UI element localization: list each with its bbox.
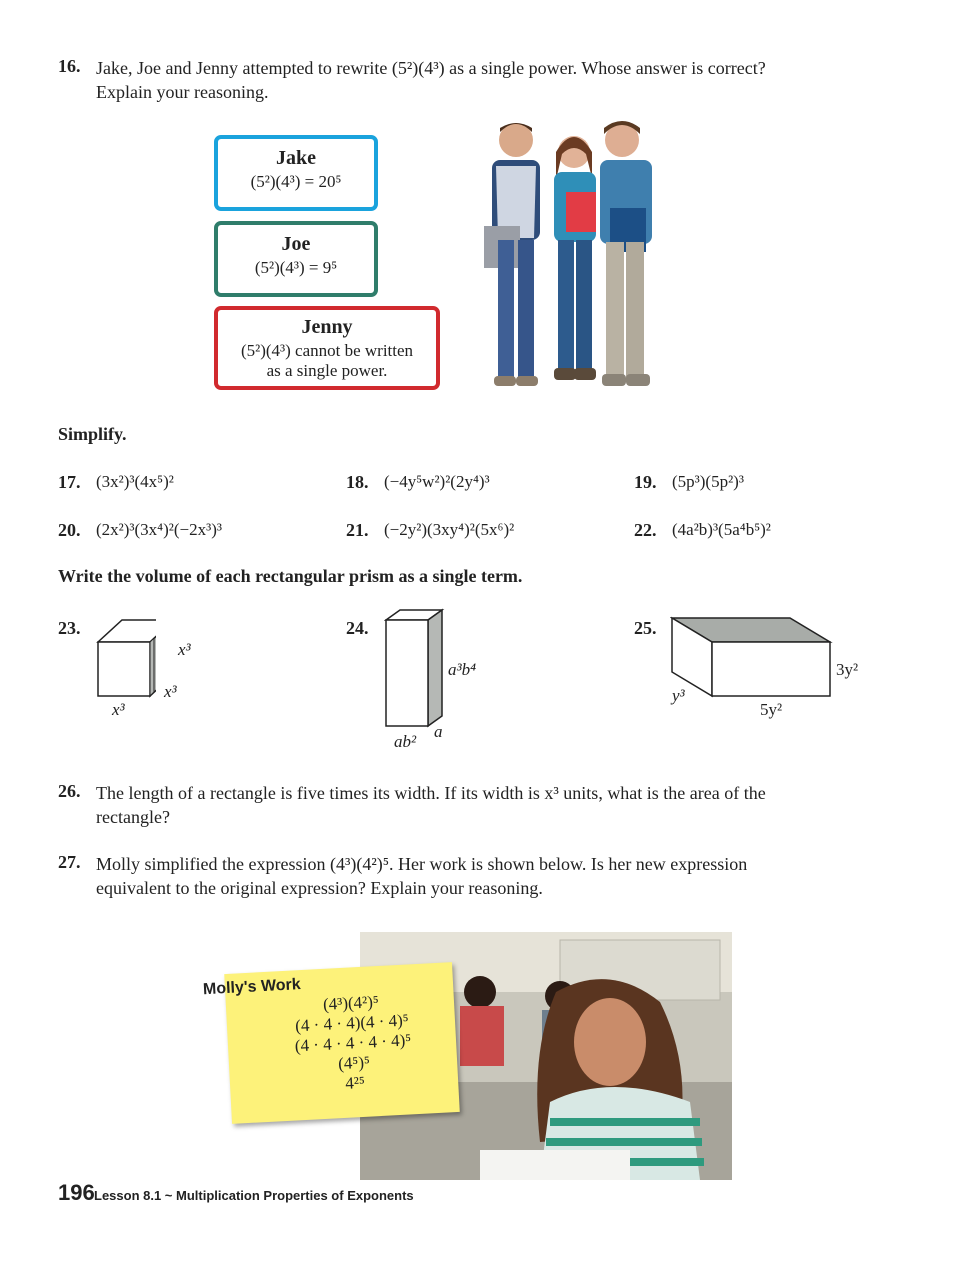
tall-prism-24 <box>384 608 446 730</box>
question-26-number: 26. <box>58 781 81 801</box>
joe-name: Joe <box>281 233 311 255</box>
prism-23-width-label: x³ <box>112 700 125 719</box>
cube-prism-23-side <box>126 618 156 700</box>
question-24-number: 24. <box>346 618 369 638</box>
jake-answer: (5²)(4³) = 20⁵ <box>250 172 342 191</box>
molly-step-2: (4 · 4 · 4)(4 · 4)⁵ <box>294 1010 410 1036</box>
prism-25-height-label: 3y² <box>836 660 859 679</box>
question-21-expression: (−2y²)(3xy⁴)²(5x⁶)² <box>384 520 515 539</box>
wide-prism-25 <box>670 614 834 700</box>
student-left <box>484 123 540 386</box>
jake-name: Jake <box>276 147 316 169</box>
mollys-work-note <box>202 962 460 1124</box>
question-16-number: 16. <box>58 56 81 76</box>
jenny-name: Jenny <box>301 316 353 338</box>
prism-25-width-label: 5y² <box>760 700 783 719</box>
question-25-number: 25. <box>634 618 657 638</box>
three-students-photo <box>476 118 676 398</box>
jenny-answer-line1: (5²)(4³) cannot be written <box>240 341 414 360</box>
question-27-text-line2: equivalent to the original expression? Explain your reasoning. <box>96 878 543 898</box>
prism-23-height-label: x³ <box>178 640 191 659</box>
question-23-number: 23. <box>58 618 81 638</box>
student-right <box>600 121 652 386</box>
prism-24-width-label: ab² <box>394 732 417 751</box>
question-22-expression: (4a²b)³(5a⁴b⁵)² <box>672 520 771 539</box>
question-20-number: 20. <box>58 520 81 540</box>
molly-step-3: (4 · 4 · 4 · 4 · 4)⁵ <box>294 1030 412 1056</box>
mollys-work-title: Molly's Work <box>202 976 302 999</box>
question-26-text-line2: rectangle? <box>96 807 170 827</box>
question-20-expression: (2x²)³(3x⁴)²(−2x³)³ <box>96 520 222 539</box>
question-18-number: 18. <box>346 472 369 492</box>
jenny-answer-box <box>214 306 440 390</box>
question-16-text-line1: Jake, Joe and Jenny attempted to rewrite (5²)(4³) as a single power. Whose answer is correct? <box>96 58 766 78</box>
mollys-work-steps <box>266 989 441 1098</box>
page-number: 196 <box>58 1180 95 1205</box>
question-17-number: 17. <box>58 472 81 492</box>
question-26-text-line1: The length of a rectangle is five times its width. If its width is x³ units, what is the area of the <box>96 783 766 803</box>
question-22-number: 22. <box>634 520 657 540</box>
simplify-heading: Simplify. <box>58 424 127 444</box>
question-19-number: 19. <box>634 472 657 492</box>
student-middle <box>554 136 596 380</box>
question-16-text-line2: Explain your reasoning. <box>96 82 269 102</box>
question-19-expression: (5p³)(5p²)³ <box>672 472 744 491</box>
question-27-text-line1: Molly simplified the expression (4³)(4²)⁵. Her work is shown below. Is her new expression <box>96 854 748 874</box>
question-17-expression: (3x²)³(4x⁵)² <box>96 472 174 491</box>
molly-step-5: 4²⁵ <box>344 1072 366 1093</box>
prism-23-depth-label: x³ <box>164 682 177 701</box>
volume-heading: Write the volume of each rectangular prism as a single term. <box>58 566 523 586</box>
molly-step-1: (4³)(4²)⁵ <box>322 992 380 1014</box>
question-21-number: 21. <box>346 520 369 540</box>
prism-25-depth-label: y³ <box>672 686 685 705</box>
question-18-expression: (−4y⁵w²)²(2y⁴)³ <box>384 472 490 491</box>
joe-answer-box <box>214 221 378 297</box>
prism-24-height-label: a³b⁴ <box>448 660 477 679</box>
joe-answer: (5²)(4³) = 9⁵ <box>254 258 338 277</box>
question-27-number: 27. <box>58 852 81 872</box>
prism-24-depth-label: a <box>434 722 443 741</box>
jake-answer-box <box>214 135 378 211</box>
lesson-title: Lesson 8.1 ~ Multiplication Properties of Exponents <box>94 1188 414 1203</box>
molly-step-4: (4⁵)⁵ <box>337 1052 371 1074</box>
jenny-answer-line2: as a single power. <box>266 361 388 380</box>
